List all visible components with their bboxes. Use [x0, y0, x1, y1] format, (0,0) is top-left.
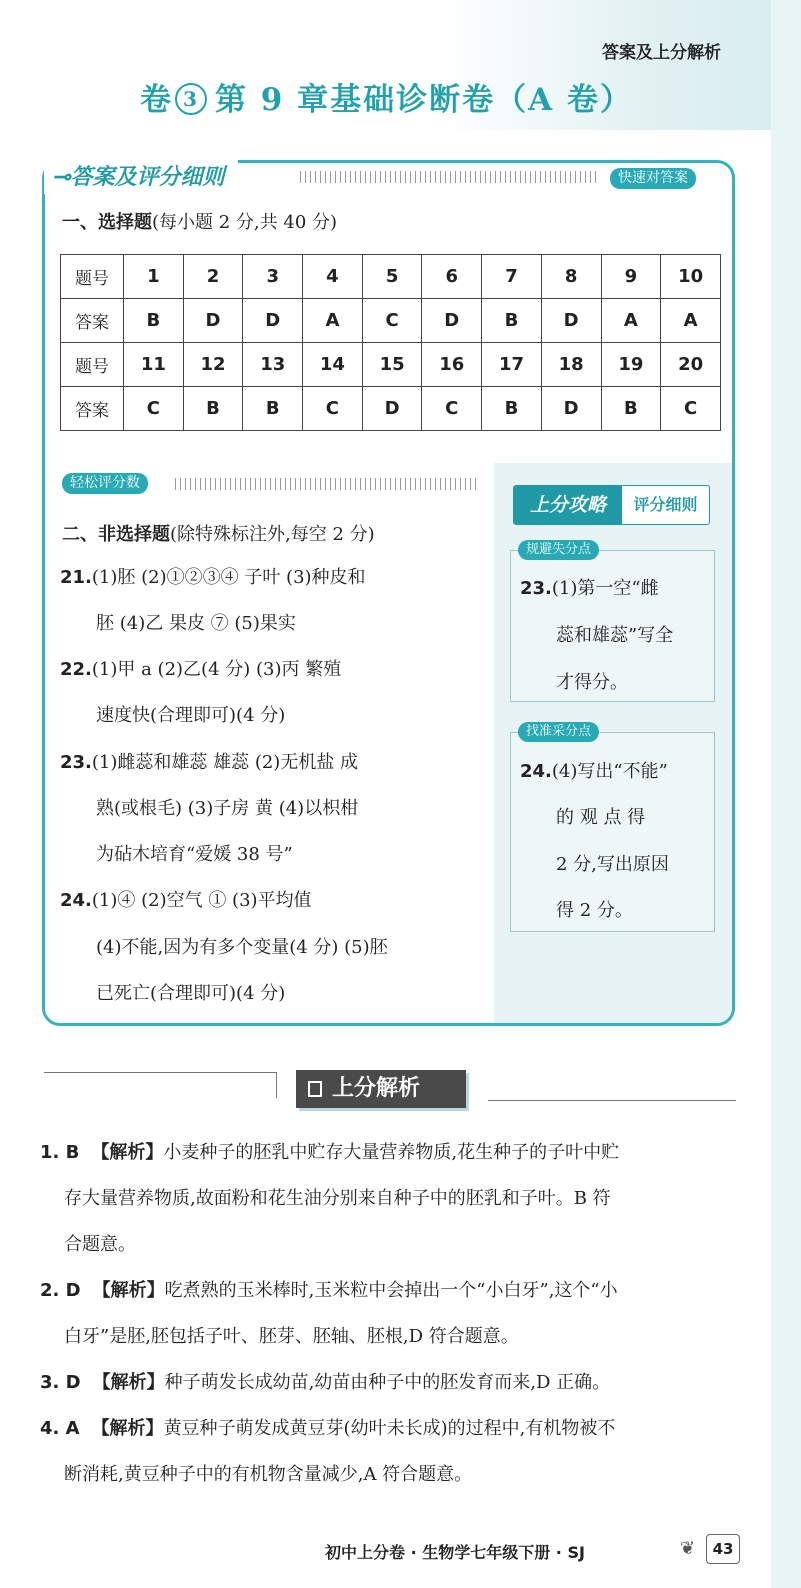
tips-title-left: 上分攻略 [514, 486, 622, 524]
quick-answer-tag: 快速对答案 [610, 168, 696, 189]
table-cell: 12 [183, 343, 243, 387]
text-line: 熟(或根毛) (3)子房 黄 (4)以枳柑 [96, 798, 359, 819]
text-line: 23.(1)第一空“雌 [520, 578, 659, 599]
table-cell: 18 [541, 343, 601, 387]
table-row: 答案 C B B C D C B D B C [61, 387, 721, 431]
easy-tag-hatch [175, 478, 480, 490]
table-cell: 1 [124, 255, 184, 299]
table-cell: 14 [303, 343, 363, 387]
table-cell: 9 [601, 255, 661, 299]
text-line: 23.(1)雌蕊和雄蕊 雄蕊 (2)无机盐 成 [60, 752, 359, 773]
table-row: 题号 1 2 3 4 5 6 7 8 9 10 [61, 255, 721, 299]
table-cell: C [303, 387, 363, 431]
analysis-line: 1. B 【解析】小麦种子的胚乳中贮存大量营养物质,花生种子的子叶中贮 [40, 1142, 620, 1163]
table-cell: B [183, 387, 243, 431]
text-line: (4)不能,因为有多个变量(4 分) (5)胚 [96, 937, 388, 958]
header-label: 答案及上分解析 [602, 43, 721, 63]
table-cell: 19 [601, 343, 661, 387]
analysis-line: 合题意。 [64, 1234, 136, 1255]
table-cell: 4 [303, 255, 363, 299]
answer-table [60, 254, 721, 431]
analysis-rule-left-drop [276, 1072, 277, 1098]
table-cell: 16 [422, 343, 482, 387]
table-cell: 11 [124, 343, 184, 387]
text-line: 已死亡(合理即可)(4 分) [96, 983, 286, 1004]
table-row: 题号 11 12 13 14 15 16 17 18 19 20 [61, 343, 721, 387]
table-cell: 3 [243, 255, 303, 299]
choice-section-title: 一、选择题(每小题 2 分,共 40 分) [62, 212, 338, 233]
text-line: 21.(1)胚 (2)①②③④ 子叶 (3)种皮和 [60, 567, 366, 588]
easy-score-tag: 轻松评分数 [62, 473, 148, 494]
nonchoice-section-title: 二、非选择题(除特殊标注外,每空 2 分) [62, 524, 375, 545]
table-cell: 17 [482, 343, 542, 387]
text-line: 才得分。 [556, 672, 628, 693]
title-text: 第 9 章基础诊断卷（A 卷） [215, 82, 633, 118]
text-line: 22.(1)甲 a (2)乙(4 分) (3)丙 繁殖 [60, 659, 342, 680]
key-icon: ⊸ [52, 164, 71, 190]
table-cell: D [422, 299, 482, 343]
answers-heading: ⊸答案及评分细则 [44, 160, 238, 194]
table-row: 答案 B D D A C D B D A A [61, 299, 721, 343]
analysis-line: 存大量营养物质,故面粉和花生油分别来自种子中的胚乳和子叶。B 符 [64, 1188, 611, 1209]
table-cell: D [243, 299, 303, 343]
volume-number-badge: 3 [175, 83, 207, 115]
avoid-loss-tag: 规避失分点 [518, 540, 599, 560]
text-line: 胚 (4)乙 果皮 ⑦ (5)果实 [96, 613, 296, 634]
analysis-line: 断消耗,黄豆种子中的有机物含量减少,A 符合题意。 [64, 1464, 473, 1485]
heading-hatch [300, 171, 600, 183]
page-title [140, 74, 633, 119]
analysis-rule-left [44, 1072, 276, 1073]
text-line: 2 分,写出原因 [556, 854, 669, 875]
right-edge-strip [771, 0, 801, 1588]
table-cell: A [661, 299, 721, 343]
table-cell: C [422, 387, 482, 431]
text-line: 蕊和雄蕊”写全 [556, 625, 674, 646]
document-icon [308, 1081, 322, 1097]
table-cell: 8 [541, 255, 601, 299]
leaf-icon: ❦ [680, 1538, 696, 1559]
table-cell: D [541, 387, 601, 431]
text-line: 24.(4)写出“不能” [520, 761, 668, 782]
tips-title-right: 评分细则 [633, 495, 698, 514]
analysis-line: 3. D 【解析】种子萌发长成幼苗,幼苗由种子中的胚发育而来,D 正确。 [40, 1372, 611, 1393]
analysis-line: 2. D 【解析】吃煮熟的玉米棒时,玉米粒中会掉出一个“小白牙”,这个“小 [40, 1280, 618, 1301]
text-line: 的 观 点 得 [556, 807, 646, 828]
table-cell: A [601, 299, 661, 343]
table-cell: B [124, 299, 184, 343]
table-cell: C [362, 299, 422, 343]
table-cell: D [183, 299, 243, 343]
table-cell: 10 [661, 255, 721, 299]
table-cell: B [482, 387, 542, 431]
table-cell: B [482, 299, 542, 343]
table-cell: D [541, 299, 601, 343]
table-cell: 13 [243, 343, 303, 387]
page-number: 43 [706, 1534, 740, 1564]
table-cell: C [661, 387, 721, 431]
text-line: 为砧木培育“爱媛 38 号” [96, 844, 293, 865]
analysis-rule-right [488, 1100, 736, 1101]
table-cell: 7 [482, 255, 542, 299]
table-cell: D [362, 387, 422, 431]
table-cell: 20 [661, 343, 721, 387]
analysis-line: 4. A 【解析】黄豆种子萌发成黄豆芽(幼叶未长成)的过程中,有机物被不 [40, 1418, 616, 1439]
tips-title [513, 485, 710, 525]
table-cell: C [124, 387, 184, 431]
text-line: 24.(1)④ (2)空气 ① (3)平均值 [60, 890, 312, 911]
title-prefix: 卷 [140, 82, 173, 118]
scoring-point-tag: 找准采分点 [518, 722, 599, 742]
table-cell: 2 [183, 255, 243, 299]
table-cell: B [243, 387, 303, 431]
analysis-line: 白牙”是胚,胚包括子叶、胚芽、胚轴、胚根,D 符合题意。 [64, 1326, 519, 1347]
text-line: 速度快(合理即可)(4 分) [96, 705, 286, 726]
analysis-heading: 上分解析 [296, 1070, 466, 1108]
table-cell: 5 [362, 255, 422, 299]
table-cell: 6 [422, 255, 482, 299]
table-cell: A [303, 299, 363, 343]
text-line: 得 2 分。 [556, 900, 633, 921]
table-cell: 15 [362, 343, 422, 387]
table-cell: B [601, 387, 661, 431]
footer-text: 初中上分卷 · 生物学七年级下册 · SJ [325, 1543, 585, 1562]
